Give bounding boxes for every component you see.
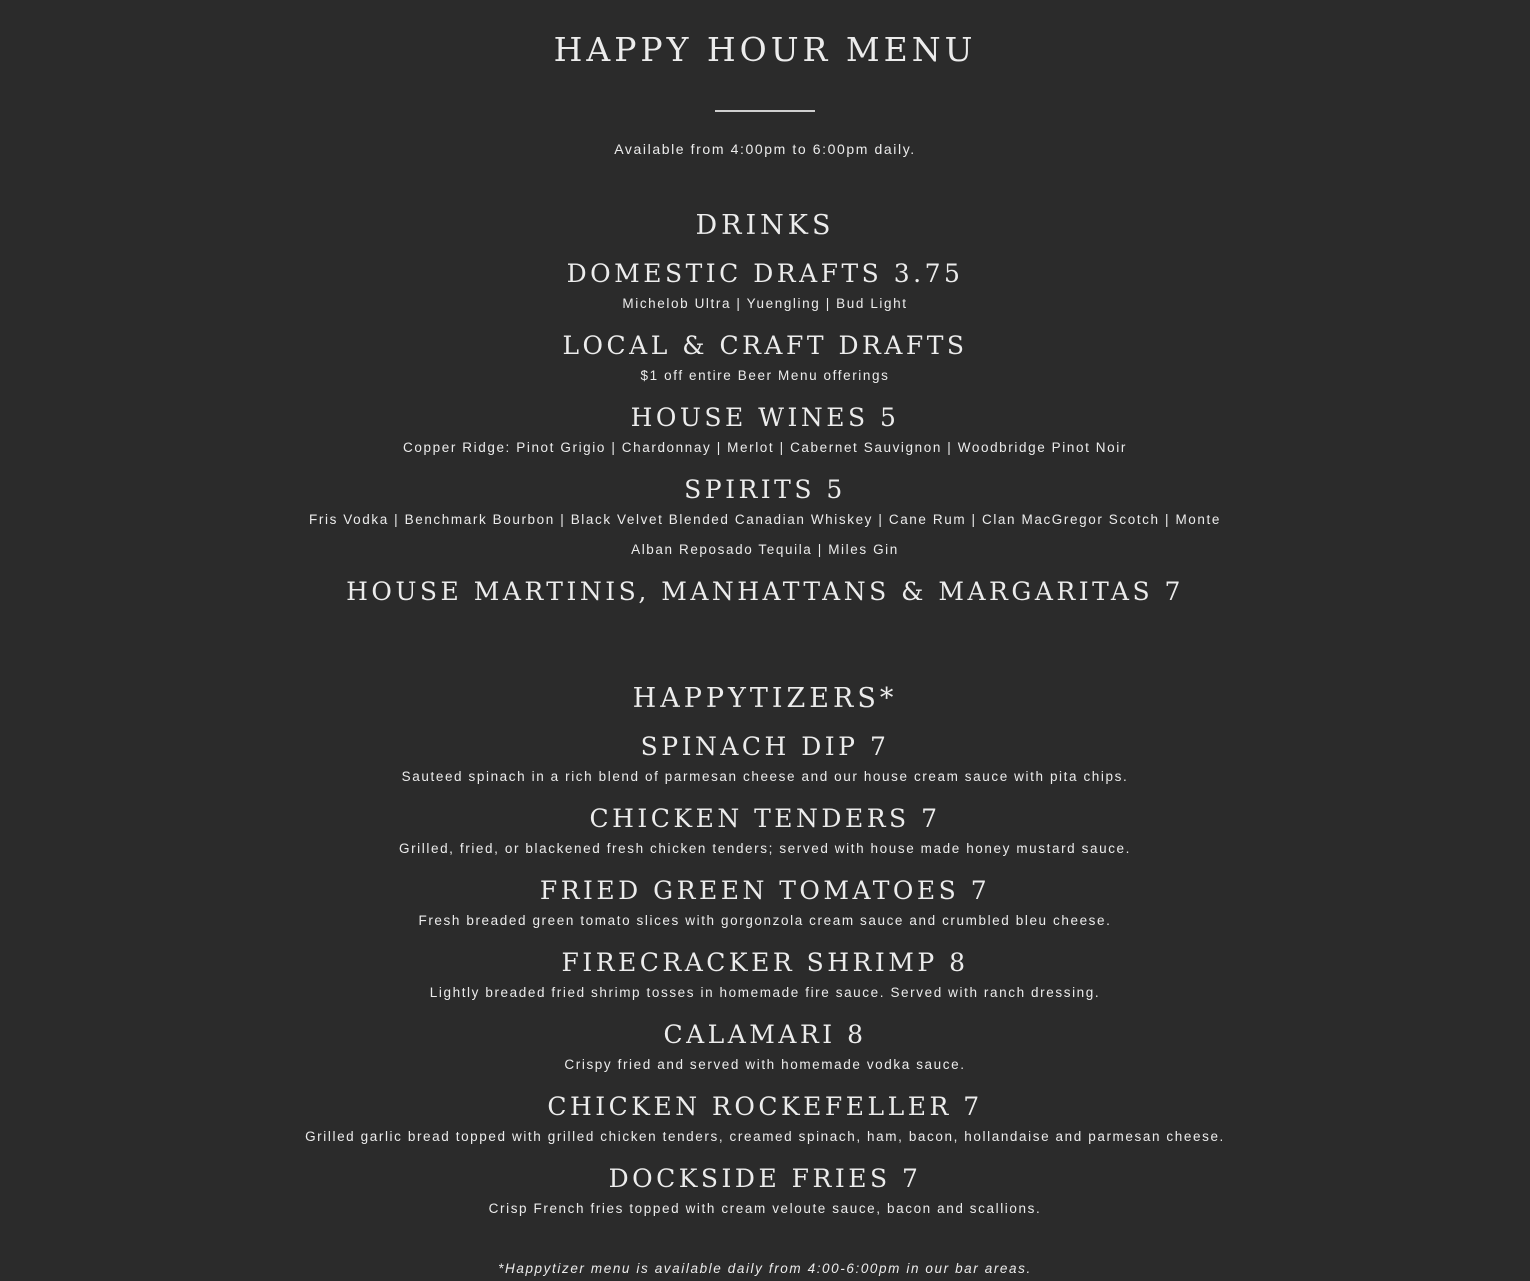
menu-item-description: Crispy fried and served with homemade vodka sauce. — [564, 1057, 966, 1072]
menu-item-description: Crisp French fries topped with cream veloute sauce, bacon and scallions. — [488, 1201, 1042, 1216]
menu-item-name: DOCKSIDE FRIES 7 — [608, 1164, 922, 1193]
menu-item-description: Michelob Ultra | Yuengling | Bud Light — [622, 296, 908, 311]
menu-item-name: FIRECRACKER SHRIMP 8 — [561, 948, 969, 977]
menu-item-description: Fresh breaded green tomato slices with gorgonzola cream sauce and crumbled bleu cheese. — [418, 913, 1112, 928]
menu-item-name: SPINACH DIP 7 — [640, 732, 890, 761]
happytizers-heading: HAPPYTIZERS* — [632, 683, 898, 714]
menu-item-name: SPIRITS 5 — [684, 475, 846, 504]
menu-item-name: FRIED GREEN TOMATOES 7 — [539, 876, 991, 905]
title-divider — [715, 110, 815, 112]
menu-item-name: CALAMARI 8 — [663, 1020, 867, 1049]
menu-item-name: CHICKEN TENDERS 7 — [589, 804, 941, 833]
menu-item-name: LOCAL & CRAFT DRAFTS — [562, 331, 968, 360]
happytizer-footnote: *Happytizer menu is available daily from 4:00-6:00pm in our bar areas. — [498, 1261, 1032, 1276]
menu-item-description: Lightly breaded fried shrimp tosses in homemade fire sauce. Served with ranch dressing. — [429, 985, 1101, 1000]
menu-item-description: Sauteed spinach in a rich blend of parmesan cheese and our house cream sauce with pita chips. — [401, 769, 1129, 784]
menu-item-description: Grilled garlic bread topped with grilled chicken tenders, creamed spinach, ham, bacon, hollandaise and parmesan cheese. — [305, 1129, 1225, 1144]
page-title: HAPPY HOUR MENU — [553, 30, 977, 69]
menu-item-description: Copper Ridge: Pinot Grigio | Chardonnay | Merlot | Cabernet Sauvignon | Woodbridge Pinot Noir — [403, 440, 1127, 455]
availability-text: Available from 4:00pm to 6:00pm daily. — [614, 141, 916, 157]
menu-item-description: Grilled, fried, or blackened fresh chicken tenders; served with house made honey mustard sauce. — [398, 841, 1132, 856]
menu-item-name: DOMESTIC DRAFTS 3.75 — [566, 259, 964, 288]
menu-item-name: HOUSE WINES 5 — [630, 403, 900, 432]
menu-item-name: CHICKEN ROCKEFELLER 7 — [547, 1092, 983, 1121]
menu-item-description: Fris Vodka | Benchmark Bourbon | Black Velvet Blended Canadian Whiskey | Cane Rum | Clan MacGregor Scotch | Monte Alban Reposado Tequila | Miles Gin — [309, 512, 1221, 557]
drinks-heading: DRINKS — [695, 210, 835, 241]
menu-item-name: HOUSE MARTINIS, MANHATTANS & MARGARITAS 7 — [346, 577, 1184, 606]
menu-item-description: $1 off entire Beer Menu offerings — [640, 368, 890, 383]
